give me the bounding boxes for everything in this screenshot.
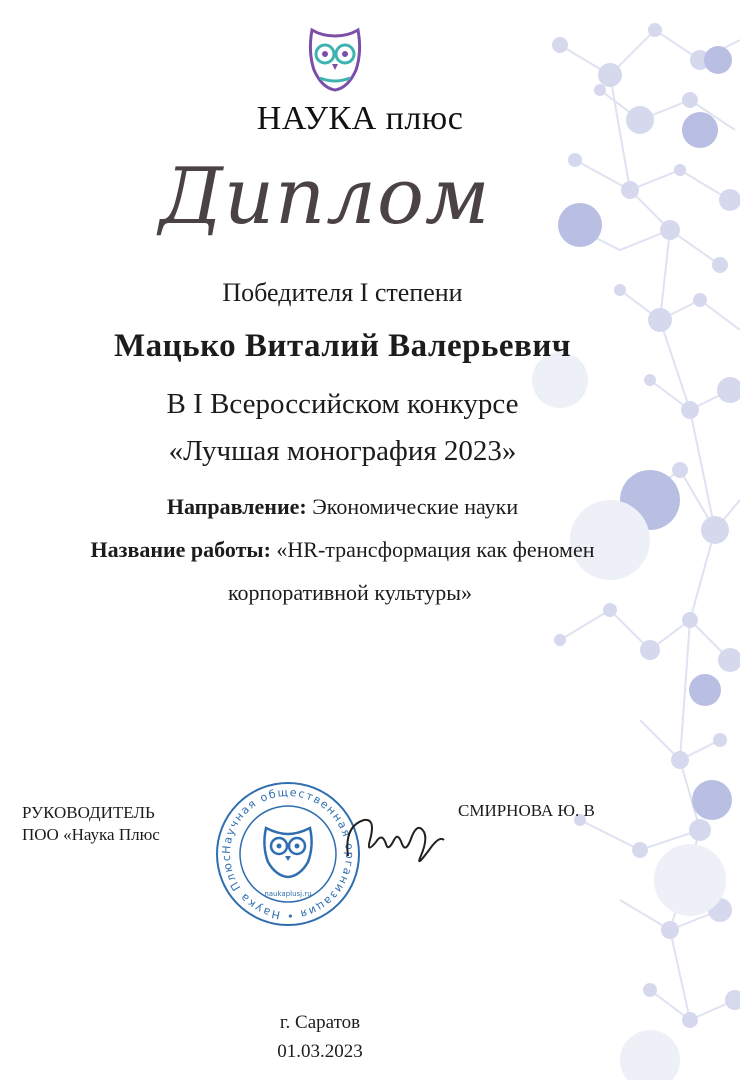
- contest-line-1: В I Всероссийском конкурсе: [166, 388, 519, 420]
- work-title-line-1: [0, 537, 685, 563]
- organization-name: НАУКА плюс: [256, 100, 464, 137]
- seal-website: naukaplusj.ru: [264, 890, 312, 898]
- signature: [340, 806, 450, 876]
- signatory-name: СМИРНОВА Ю. В: [458, 801, 595, 820]
- city: г. Саратов: [279, 1012, 361, 1033]
- work-title-line-2: корпоративной культуры»: [227, 580, 473, 605]
- owl-logo-icon: [302, 22, 368, 94]
- work-title-label: Название работы:: [90, 537, 271, 562]
- direction-line: [0, 494, 685, 520]
- diploma-degree: Победителя I степени: [222, 278, 463, 307]
- signatory-role: РУКОВОДИТЕЛЬ: [22, 803, 155, 822]
- contest-line-2: «Лучшая монография 2023»: [168, 435, 517, 467]
- signatory-organization: ПОО «Наука Плюс: [22, 825, 160, 844]
- date: 01.03.2023: [277, 1041, 363, 1062]
- seal-ring-text: Научная общественная организация • Наука Плюс: [219, 785, 357, 923]
- winner-name: Мацько Виталий Валерьевич: [113, 328, 572, 364]
- direction-label: Направление:: [166, 494, 307, 519]
- direction-value: Экономические науки: [306, 494, 519, 519]
- diploma-title: Диплом: [159, 152, 491, 242]
- work-title-value-1: «HR-трансформация как феномен: [270, 537, 595, 562]
